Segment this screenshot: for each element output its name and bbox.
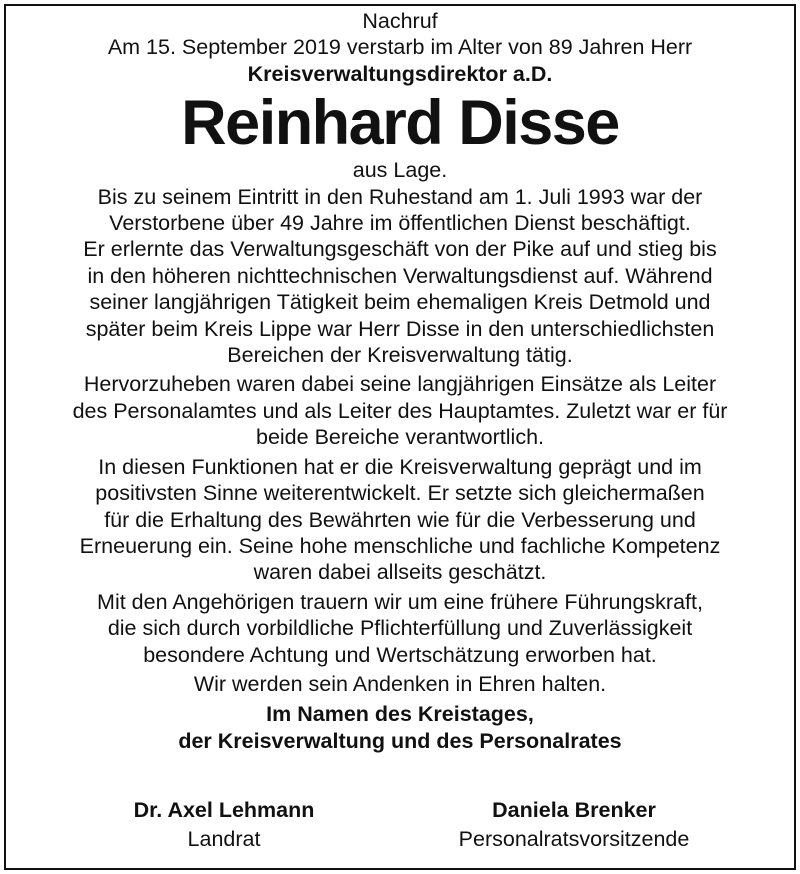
text-line: besondere Achtung und Wertschätzung erworben hat. [143,642,657,667]
text-line: waren dabei allseits geschätzt. [253,560,547,585]
deceased-title: Kreisverwaltungsdirektor a.D. [247,61,553,86]
paragraph-mourning [0,589,800,668]
on-behalf-block [0,701,800,754]
text-line: Mit den Angehörigen trauern wir um eine frühere Führungskraft, [97,589,703,614]
signatory-personalrat [384,796,764,854]
paragraph-career [0,184,800,369]
text-line: Hervorzuheben waren dabei seine langjährigen Einsätze als Leiter [83,372,717,397]
text-line: Verstorbene über 49 Jahre im öffentlichen Dienst beschäftigt. [109,211,691,236]
text-line: die sich durch vorbildliche Pflichterfüllung und Zuverlässigkeit [107,616,693,641]
text-line: Bis zu seinem Eintritt in den Ruhestand am 1. Juli 1993 war der [97,184,703,209]
deceased-origin: aus Lage. [352,158,448,183]
text-line: In diesen Funktionen hat er die Kreisverwaltung geprägt und im [98,454,702,479]
text-line: positivsten Sinne weiterentwickelt. Er setzte sich gleichermaßen [95,481,705,506]
paragraph-achievements [0,454,800,586]
text-line: beide Bereiche verantwortlich. [255,425,544,450]
signatures [0,796,800,860]
text-line: Bereichen der Kreisverwaltung tätig. [227,343,573,368]
text-line: Er erlernte das Verwaltungsgeschäft von der Pike auf und stieg bis [83,237,717,262]
text-line: in den höheren nichttechnischen Verwaltungsdienst auf. Während [87,263,713,288]
paragraph-roles [0,371,800,450]
text-line: des Personalamtes und als Leiter des Hauptamtes. Zuletzt war er für [72,398,728,423]
notice-heading: Nachruf [362,9,438,33]
signatory-role: Landrat [187,827,261,851]
text-line: Erneuerung ein. Seine hohe menschliche und fachliche Kompetenz [79,533,721,558]
signatory-landrat [34,796,414,854]
on-behalf-line: Im Namen des Kreistages, [266,702,534,727]
signatory-name: Daniela Brenker [492,798,656,822]
signatory-name: Dr. Axel Lehmann [133,798,315,822]
text-line: seiner langjährigen Tätigkeit beim ehemaligen Kreis Detmold und [89,290,711,315]
text-line: später beim Kreis Lippe war Herr Disse in den unterschiedlichsten [85,316,715,341]
on-behalf-line: der Kreisverwaltung und des Personalrates [178,728,622,753]
deceased-name: Reinhard Disse [181,88,619,159]
paragraph-remembrance [0,671,800,697]
notice-intro: Am 15. September 2019 verstarb im Alter von 89 Jahren Herr [107,35,693,60]
text-line: Wir werden sein Andenken in Ehren halten. [193,671,607,696]
text-line: für die Erhaltung des Bewährten wie für die Verbesserung und [104,507,696,532]
signatory-role: Personalratsvorsitzende [458,827,690,851]
